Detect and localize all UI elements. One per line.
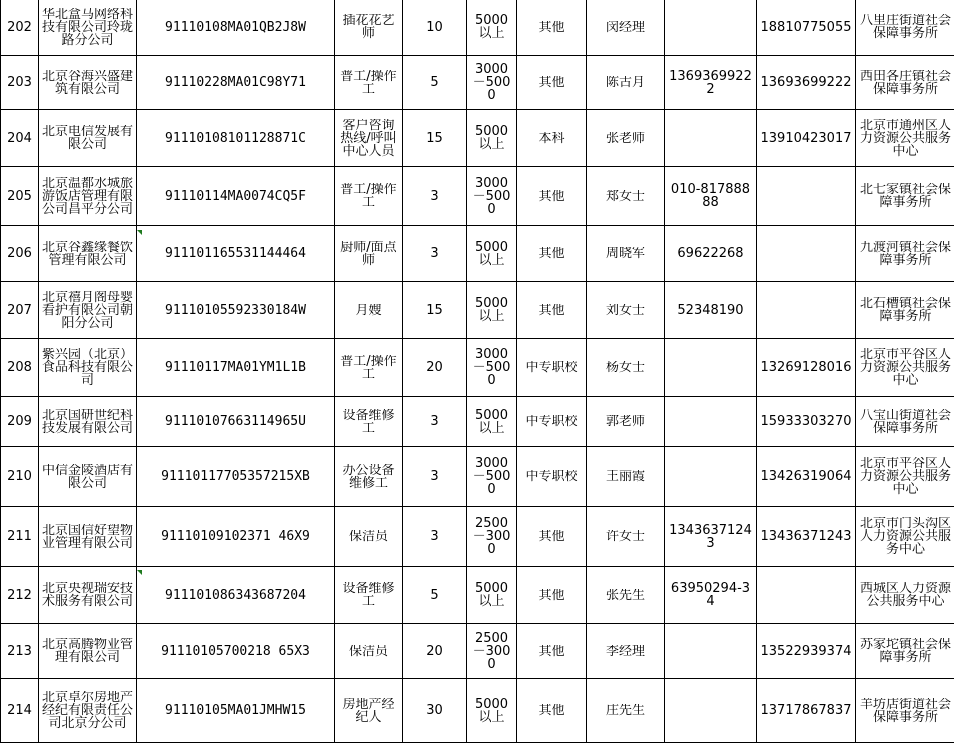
education-requirement-cell[interactable] [517, 110, 587, 167]
salary-range: 2500－3000 [472, 631, 511, 671]
job-title-cell[interactable] [335, 0, 403, 56]
hire-count-cell[interactable] [403, 0, 467, 56]
hire-count: 3 [430, 530, 439, 543]
phone-primary-cell[interactable] [665, 110, 757, 167]
phone-secondary: 13436371243 [760, 530, 852, 543]
phone-secondary: 13426319064 [760, 470, 852, 483]
contact-person-cell[interactable] [587, 167, 665, 226]
phone-secondary: 15933303270 [760, 415, 852, 428]
salary-range-cell[interactable] [467, 339, 517, 397]
contact-person-cell[interactable] [587, 226, 665, 282]
credit-code-cell[interactable] [137, 282, 335, 339]
job-title: 插花花艺师 [342, 14, 395, 40]
service-office-cell[interactable] [856, 226, 954, 282]
contact-person: 陈古月 [605, 76, 645, 89]
salary-range: 3000－5000 [472, 348, 511, 387]
company-name: 中信金陵酒店有限公司 [41, 463, 133, 490]
phone-secondary-cell[interactable] [757, 447, 856, 507]
hire-count: 3 [430, 247, 439, 260]
phone-primary-cell[interactable] [665, 624, 757, 679]
company-name-cell[interactable] [39, 167, 137, 226]
row-number: 211 [7, 530, 32, 543]
row-number-cell[interactable] [1, 0, 39, 56]
service-office: 西田各庄镇社会保障事务所 [859, 69, 951, 96]
salary-range-cell[interactable] [467, 447, 517, 507]
phone-primary-cell[interactable] [665, 226, 757, 282]
phone-primary-cell[interactable] [665, 397, 757, 447]
salary-range: 5000以上 [474, 297, 509, 323]
salary-range: 5000以上 [474, 14, 509, 40]
job-title-cell[interactable] [335, 624, 403, 679]
service-office: 北石槽镇社会保障事务所 [859, 297, 951, 323]
phone-secondary-cell[interactable] [757, 56, 856, 110]
service-office: 西城区人力资源公共服务中心 [859, 582, 951, 608]
salary-range-cell[interactable] [467, 507, 517, 567]
contact-person-cell[interactable] [587, 567, 665, 624]
credit-code-cell[interactable] [137, 0, 335, 56]
salary-range: 5000以上 [474, 240, 509, 267]
job-title-cell[interactable] [335, 567, 403, 624]
row-number-cell[interactable] [1, 624, 39, 679]
hire-count: 3 [430, 415, 439, 428]
phone-secondary: 13693699222 [760, 76, 852, 89]
education-requirement-cell[interactable] [517, 624, 587, 679]
company-name-cell[interactable] [39, 56, 137, 110]
row-number: 203 [7, 76, 32, 89]
phone-secondary: 13269128016 [760, 361, 852, 374]
credit-code-cell[interactable] [137, 167, 335, 226]
service-office: 八里庄街道社会保障事务所 [859, 14, 951, 40]
company-name-cell[interactable] [39, 397, 137, 447]
phone-secondary-cell[interactable] [757, 110, 856, 167]
phone-secondary-cell[interactable] [757, 282, 856, 339]
contact-person: 许女士 [605, 530, 645, 543]
contact-person-cell[interactable] [587, 282, 665, 339]
contact-person: 李经理 [605, 644, 645, 658]
phone-primary: 010-81788888 [670, 183, 751, 209]
phone-secondary-cell[interactable] [757, 226, 856, 282]
row-number-cell[interactable] [1, 110, 39, 167]
credit-code-cell[interactable] [137, 567, 335, 624]
contact-person-cell[interactable] [587, 56, 665, 110]
contact-person-cell[interactable] [587, 679, 665, 743]
company-name: 华北盒马网络科技有限公司玲珑路分公司 [41, 7, 133, 47]
company-name: 北京禧月阁母婴看护有限公司朝阳分公司 [41, 290, 133, 330]
service-office-cell[interactable] [856, 507, 954, 567]
phone-secondary: 13522939374 [760, 644, 852, 658]
row-number: 204 [7, 131, 32, 145]
row-number: 210 [7, 470, 32, 483]
credit-code: 91110108101128871C [165, 131, 306, 145]
row-number-cell[interactable] [1, 397, 39, 447]
company-name: 北京卓尔房地产经纪有限责任公司北京分公司 [41, 691, 133, 730]
credit-code: 91110105MA01JMHW15 [165, 704, 306, 717]
row-number: 214 [7, 704, 32, 717]
credit-code: 91110105592330184W [165, 303, 306, 317]
job-title-cell[interactable] [335, 447, 403, 507]
contact-person-cell[interactable] [587, 507, 665, 567]
education-requirement-cell[interactable] [517, 226, 587, 282]
education-requirement: 其他 [538, 247, 565, 260]
service-office: 苏家坨镇社会保障事务所 [859, 638, 951, 664]
company-name-cell[interactable] [39, 0, 137, 56]
education-requirement-cell[interactable] [517, 679, 587, 743]
job-title: 办公设备维修工 [342, 463, 395, 490]
salary-range: 5000以上 [474, 697, 509, 724]
credit-code-cell[interactable] [137, 226, 335, 282]
service-office-cell[interactable] [856, 447, 954, 507]
phone-secondary-cell[interactable] [757, 507, 856, 567]
job-title: 普工/操作工 [340, 183, 397, 209]
table-row [1, 567, 954, 624]
row-number-cell[interactable] [1, 679, 39, 743]
salary-range-cell[interactable] [467, 567, 517, 624]
contact-person-cell[interactable] [587, 110, 665, 167]
phone-secondary: 13717867837 [760, 704, 852, 717]
service-office-cell[interactable] [856, 679, 954, 743]
salary-range-cell[interactable] [467, 110, 517, 167]
table-row [1, 679, 954, 743]
row-number: 213 [7, 644, 32, 658]
comment-marker [137, 570, 142, 575]
salary-range: 5000以上 [474, 125, 509, 151]
row-number: 212 [7, 588, 32, 602]
phone-primary: 52348190 [677, 303, 744, 317]
phone-primary-cell[interactable] [665, 282, 757, 339]
company-name: 北京谷鑫缘餐饮管理有限公司 [41, 240, 133, 267]
service-office-cell[interactable] [856, 56, 954, 110]
credit-code: 91110114MA0074CQ5F [165, 189, 306, 203]
company-name-cell[interactable] [39, 110, 137, 167]
credit-code: 91110107663114965U [165, 415, 306, 428]
credit-code: 91110117705357215XB [161, 470, 310, 483]
job-title-cell[interactable] [335, 282, 403, 339]
contact-person-cell[interactable] [587, 339, 665, 397]
phone-primary-cell[interactable] [665, 679, 757, 743]
phone-primary-cell[interactable] [665, 0, 757, 56]
table-row [1, 397, 954, 447]
row-number-cell[interactable] [1, 567, 39, 624]
education-requirement: 中专职校 [525, 415, 578, 428]
job-title: 月嫂 [355, 303, 382, 317]
table-row [1, 110, 954, 167]
service-office: 羊坊店街道社会保障事务所 [859, 697, 951, 724]
phone-primary-cell[interactable] [665, 507, 757, 567]
contact-person: 杨女士 [605, 361, 645, 374]
job-title-cell[interactable] [335, 56, 403, 110]
contact-person: 郑女士 [605, 189, 645, 203]
company-name: 北京国信好望物业管理有限公司 [41, 523, 133, 550]
salary-range-cell[interactable] [467, 624, 517, 679]
education-requirement-cell[interactable] [517, 0, 587, 56]
row-number: 205 [7, 189, 32, 203]
service-office-cell[interactable] [856, 567, 954, 624]
job-title: 设备维修工 [342, 582, 395, 608]
hire-count-cell[interactable] [403, 397, 467, 447]
service-office: 九渡河镇社会保障事务所 [859, 240, 951, 267]
credit-code-cell[interactable] [137, 624, 335, 679]
company-name-cell[interactable] [39, 447, 137, 507]
education-requirement: 其他 [538, 189, 565, 203]
company-name-cell[interactable] [39, 226, 137, 282]
job-title: 普工/操作工 [340, 69, 397, 96]
contact-person: 张老师 [605, 131, 645, 145]
education-requirement-cell[interactable] [517, 507, 587, 567]
contact-person-cell[interactable] [587, 447, 665, 507]
service-office: 北京市平谷区人力资源公共服务中心 [859, 348, 951, 387]
credit-code-cell[interactable] [137, 679, 335, 743]
hire-count: 20 [426, 644, 443, 658]
hire-count: 15 [426, 303, 443, 317]
job-title: 房地产经纪人 [342, 697, 395, 724]
education-requirement-cell[interactable] [517, 282, 587, 339]
contact-person-cell[interactable] [587, 397, 665, 447]
credit-code: 91110228MA01C98Y71 [165, 76, 306, 89]
phone-secondary-cell[interactable] [757, 397, 856, 447]
job-title-cell[interactable] [335, 397, 403, 447]
credit-code: 911101086343687204 [165, 588, 306, 602]
row-number: 202 [7, 20, 32, 34]
hire-count: 10 [426, 20, 443, 34]
company-name: 北京高腾物业管理有限公司 [41, 638, 133, 664]
job-title-cell[interactable] [335, 226, 403, 282]
hire-count: 3 [430, 470, 439, 483]
table-row [1, 226, 954, 282]
contact-person: 郭老师 [605, 415, 645, 428]
phone-secondary-cell[interactable] [757, 0, 856, 56]
hire-count-cell[interactable] [403, 226, 467, 282]
phone-primary: 13693699222 [669, 69, 752, 96]
education-requirement: 中专职校 [525, 361, 578, 374]
job-title: 厨师/面点师 [340, 240, 397, 267]
education-requirement: 其他 [538, 530, 565, 543]
row-number: 208 [7, 361, 32, 374]
company-name-cell[interactable] [39, 282, 137, 339]
contact-person: 张先生 [605, 588, 645, 602]
service-office-cell[interactable] [856, 282, 954, 339]
job-title-cell[interactable] [335, 110, 403, 167]
row-number: 207 [7, 303, 32, 317]
hire-count-cell[interactable] [403, 282, 467, 339]
credit-code-cell[interactable] [137, 110, 335, 167]
education-requirement-cell[interactable] [517, 447, 587, 507]
service-office-cell[interactable] [856, 397, 954, 447]
row-number: 209 [7, 415, 32, 428]
contact-person: 周晓军 [605, 247, 645, 260]
credit-code: 911101165531144464 [165, 247, 306, 260]
row-number-cell[interactable] [1, 507, 39, 567]
table-body [1, 0, 954, 743]
education-requirement: 其他 [538, 76, 565, 89]
table-row [1, 167, 954, 226]
job-title: 普工/操作工 [340, 354, 397, 381]
credit-code-cell[interactable] [137, 507, 335, 567]
company-name: 北京温都水城旅游饭店管理有限公司昌平分公司 [41, 176, 133, 216]
company-name: 北京电信发展有限公司 [41, 125, 133, 151]
contact-person: 闵经理 [605, 20, 645, 34]
salary-range-cell[interactable] [467, 397, 517, 447]
job-title-cell[interactable] [335, 679, 403, 743]
hire-count: 20 [426, 361, 443, 374]
education-requirement-cell[interactable] [517, 567, 587, 624]
job-title-cell[interactable] [335, 507, 403, 567]
service-office: 北京市通州区人力资源公共服务中心 [859, 118, 951, 158]
job-title-cell[interactable] [335, 167, 403, 226]
credit-code-cell[interactable] [137, 397, 335, 447]
credit-code-cell[interactable] [137, 56, 335, 110]
company-name-cell[interactable] [39, 339, 137, 397]
table-row [1, 56, 954, 110]
comment-marker [137, 230, 142, 235]
job-title: 保洁员 [348, 644, 388, 658]
credit-code-cell[interactable] [137, 339, 335, 397]
phone-secondary-cell[interactable] [757, 624, 856, 679]
row-number-cell[interactable] [1, 282, 39, 339]
table-row [1, 507, 954, 567]
credit-code-cell[interactable] [137, 447, 335, 507]
service-office: 北京市平谷区人力资源公共服务中心 [859, 457, 951, 496]
service-office: 北七家镇社会保障事务所 [859, 183, 951, 209]
phone-secondary: 18810775055 [760, 20, 852, 34]
company-name: 北京央视瑞安技术服务有限公司 [41, 582, 133, 608]
education-requirement: 其他 [538, 303, 565, 317]
company-name-cell[interactable] [39, 507, 137, 567]
salary-range-cell[interactable] [467, 226, 517, 282]
salary-range-cell[interactable] [467, 282, 517, 339]
service-office: 北京市门头沟区人力资源公共服务中心 [859, 517, 951, 556]
phone-primary-cell[interactable] [665, 167, 757, 226]
education-requirement: 其他 [538, 20, 565, 34]
salary-range-cell[interactable] [467, 0, 517, 56]
education-requirement: 中专职校 [525, 470, 578, 483]
job-title-cell[interactable] [335, 339, 403, 397]
hire-count-cell[interactable] [403, 507, 467, 567]
hire-count: 3 [430, 189, 439, 203]
phone-primary: 13436371243 [669, 523, 752, 550]
row-number-cell[interactable] [1, 447, 39, 507]
company-name: 北京谷海兴盛建筑有限公司 [41, 69, 133, 96]
table-row [1, 624, 954, 679]
phone-primary-cell[interactable] [665, 56, 757, 110]
salary-range: 3000－5000 [472, 176, 511, 216]
hire-count: 15 [426, 131, 443, 145]
phone-secondary-cell[interactable] [757, 339, 856, 397]
job-title: 客户咨询热线/呼叫中心人员 [340, 118, 397, 158]
salary-range-cell[interactable] [467, 56, 517, 110]
company-name-cell[interactable] [39, 624, 137, 679]
phone-secondary-cell[interactable] [757, 167, 856, 226]
hire-count-cell[interactable] [403, 624, 467, 679]
hire-count-cell[interactable] [403, 167, 467, 226]
service-office: 八宝山街道社会保障事务所 [859, 408, 951, 435]
service-office-cell[interactable] [856, 0, 954, 56]
contact-person: 王丽霞 [605, 470, 645, 483]
hire-count: 5 [430, 588, 439, 602]
phone-secondary-cell[interactable] [757, 567, 856, 624]
service-office-cell[interactable] [856, 339, 954, 397]
contact-person-cell[interactable] [587, 624, 665, 679]
hire-count-cell[interactable] [403, 567, 467, 624]
company-name: 北京国研世纪科技发展有限公司 [41, 408, 133, 435]
education-requirement: 其他 [538, 588, 565, 602]
row-number: 206 [7, 247, 32, 260]
job-title: 保洁员 [348, 530, 388, 543]
phone-primary-cell[interactable] [665, 447, 757, 507]
hire-count-cell[interactable] [403, 110, 467, 167]
company-name: 紫兴园（北京）食品科技有限公司 [41, 348, 133, 387]
salary-range: 3000－5000 [472, 63, 511, 102]
salary-range: 2500－3000 [472, 517, 511, 556]
credit-code: 91110105700218 65X3 [161, 644, 310, 658]
salary-range: 5000以上 [474, 582, 509, 608]
contact-person: 庄先生 [605, 704, 645, 717]
education-requirement-cell[interactable] [517, 339, 587, 397]
hire-count-cell[interactable] [403, 679, 467, 743]
contact-person-cell[interactable] [587, 0, 665, 56]
phone-primary: 63950294-34 [670, 582, 751, 608]
salary-range-cell[interactable] [467, 167, 517, 226]
row-number-cell[interactable] [1, 339, 39, 397]
education-requirement: 本科 [538, 131, 565, 145]
phone-secondary-cell[interactable] [757, 679, 856, 743]
service-office-cell[interactable] [856, 167, 954, 226]
table-row [1, 447, 954, 507]
contact-person: 刘女士 [605, 303, 645, 317]
table-row [1, 282, 954, 339]
hire-count-cell[interactable] [403, 56, 467, 110]
company-name-cell[interactable] [39, 679, 137, 743]
education-requirement: 其他 [538, 644, 565, 658]
service-office-cell[interactable] [856, 624, 954, 679]
hire-count: 30 [426, 704, 443, 717]
hire-count-cell[interactable] [403, 339, 467, 397]
education-requirement: 其他 [538, 704, 565, 717]
phone-primary-cell[interactable] [665, 339, 757, 397]
phone-secondary: 13910423017 [760, 131, 852, 145]
education-requirement-cell[interactable] [517, 397, 587, 447]
salary-range: 3000－5000 [472, 457, 511, 496]
education-requirement-cell[interactable] [517, 167, 587, 226]
hire-count: 5 [430, 76, 439, 89]
row-number-cell[interactable] [1, 56, 39, 110]
service-office-cell[interactable] [856, 110, 954, 167]
salary-range-cell[interactable] [467, 679, 517, 743]
credit-code: 91110108MA01QB2J8W [165, 20, 306, 34]
salary-range: 5000以上 [474, 408, 509, 435]
table-row [1, 339, 954, 397]
hire-count-cell[interactable] [403, 447, 467, 507]
education-requirement-cell[interactable] [517, 56, 587, 110]
row-number-cell[interactable] [1, 167, 39, 226]
phone-primary: 69622268 [677, 247, 744, 260]
company-name-cell[interactable] [39, 567, 137, 624]
table-row [1, 0, 954, 56]
credit-code: 91110109102371 46X9 [161, 530, 310, 543]
phone-primary-cell[interactable] [665, 567, 757, 624]
row-number-cell[interactable] [1, 226, 39, 282]
credit-code: 91110117MA01YM1L1B [165, 361, 306, 374]
job-title: 设备维修工 [342, 408, 395, 435]
